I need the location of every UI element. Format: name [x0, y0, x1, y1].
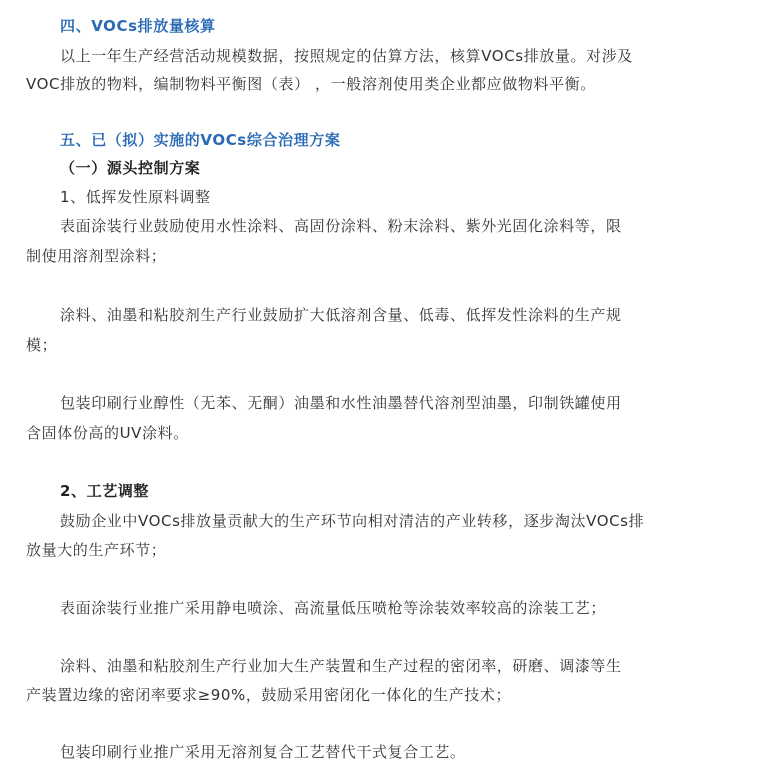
- item2-para1-line-1: 鼓励企业中VOCs排放量贡献大的生产环节向相对清洁的产业转移，逐步淘汰VOCs排: [60, 512, 645, 530]
- item1-title: 1、低挥发性原料调整: [60, 188, 211, 206]
- item1-para3-line-2: 含固体份高的UV涂料。: [26, 424, 189, 442]
- item1-para1-line-1: 表面涂装行业鼓励使用水性涂料、高固份涂料、粉末涂料、紫外光固化涂料等，限: [60, 217, 622, 235]
- item1-para3-line-1: 包装印刷行业醇性（无苯、无酮）油墨和水性油墨替代溶剂型油墨，印制铁罐使用: [60, 394, 622, 412]
- item1-para2-line-1: 涂料、油墨和粘胶剂生产行业鼓励扩大低溶剂含量、低毒、低挥发性涂料的生产规: [60, 306, 622, 324]
- item2-para3-line-2: 产装置边缘的密闭率要求≥90%，鼓励采用密闭化一体化的生产技术；: [26, 686, 512, 704]
- item2-para3-line-1: 涂料、油墨和粘胶剂生产行业加大生产装置和生产过程的密闭率，研磨、调漆等生: [60, 657, 622, 675]
- item1-para2-line-2: 模；: [26, 336, 58, 354]
- section5-title: 五、已（拟）实施的VOCs综合治理方案: [60, 131, 341, 149]
- section4-para-line-1: 以上一年生产经营活动规模数据，按照规定的估算方法，核算VOCs排放量。对涉及: [60, 47, 633, 65]
- item2-title: 2、工艺调整: [60, 482, 150, 500]
- item2-para1-line-2: 放量大的生产环节；: [26, 541, 167, 559]
- subsection-1-title: （一）源头控制方案: [60, 159, 201, 177]
- section4-title: 四、VOCs排放量核算: [60, 17, 216, 35]
- section4-para-line-2: VOC排放的物料，编制物料平衡图（表） ，一般溶剂使用类企业都应做物料平衡。: [26, 75, 596, 93]
- item2-para2-line-1: 表面涂装行业推广采用静电喷涂、高流量低压喷枪等涂装效率较高的涂装工艺；: [60, 599, 607, 617]
- item1-para1-line-2: 制使用溶剂型涂料；: [26, 247, 167, 265]
- item2-para4-line-1: 包装印刷行业推广采用无溶剂复合工艺替代干式复合工艺。: [60, 743, 466, 761]
